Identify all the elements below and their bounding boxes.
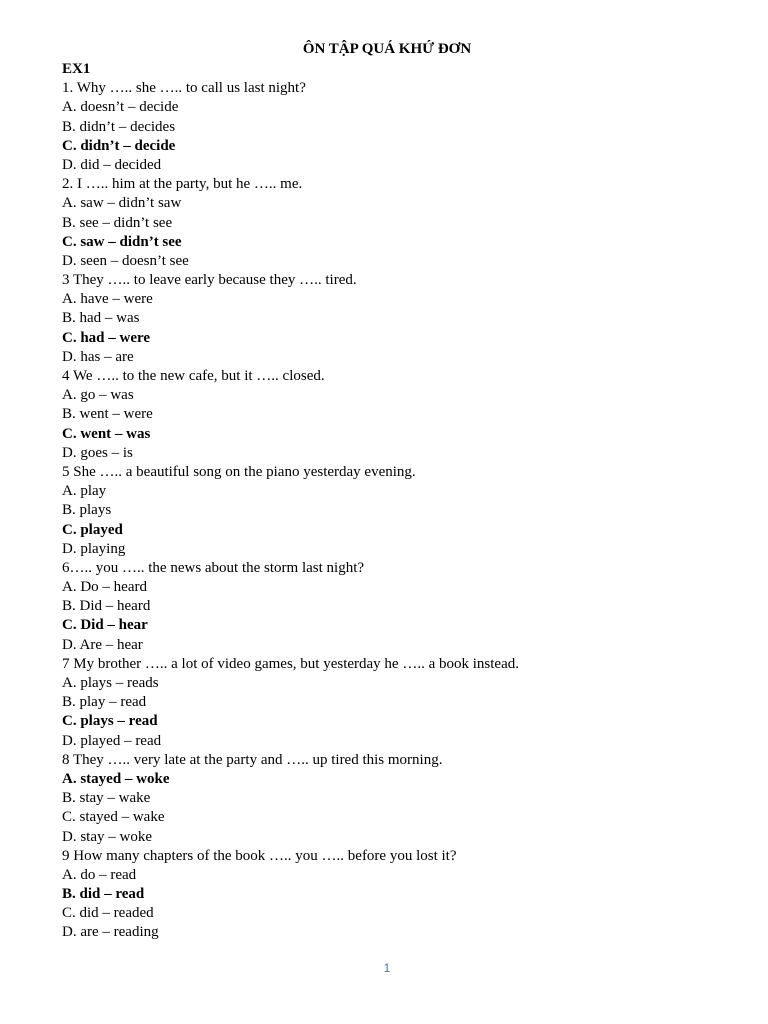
answer-option: B. didn’t – decides (62, 118, 176, 135)
answer-option: A. doesn’t – decide (62, 99, 179, 116)
section-heading: EX1 (62, 61, 91, 77)
question-stem: 6….. you ….. the news about the storm last night? (62, 559, 365, 576)
answer-option: B. Did – heard (62, 598, 151, 615)
question-stem: 8 They ….. very late at the party and ….. up tired this morning. (62, 751, 443, 768)
answer-option: A. do – read (62, 866, 137, 883)
question-stem: 3 They ….. to leave early because they ….. tired. (62, 272, 357, 289)
question-block (62, 271, 742, 367)
document-content (62, 60, 742, 943)
answer-option-correct: C. didn’t – decide (62, 137, 176, 154)
answer-option-correct: C. Did – hear (62, 617, 148, 634)
answer-option-correct: B. did – read (62, 886, 145, 903)
answer-option: D. played – read (62, 732, 162, 749)
page-number: 1 (383, 961, 391, 975)
answer-option: D. has – are (62, 348, 134, 365)
answer-option: D. goes – is (62, 444, 133, 461)
document-title: ÔN TẬP QUÁ KHỨ ĐƠN (302, 41, 472, 57)
question-stem: 1. Why ….. she ….. to call us last night? (62, 80, 306, 97)
question-stem: 7 My brother ….. a lot of video games, but yesterday he ….. a book instead. (62, 655, 519, 672)
question-block (62, 367, 742, 463)
answer-option: C. did – readed (62, 905, 154, 922)
answer-option-correct: C. saw – didn’t see (62, 233, 182, 250)
question-block (62, 655, 742, 751)
answer-option: D. are – reading (62, 924, 159, 941)
answer-option: B. plays (62, 502, 112, 519)
answer-option-correct: C. had – were (62, 329, 151, 346)
answer-option: B. went – were (62, 406, 153, 423)
answer-option: D. stay – woke (62, 828, 152, 845)
question-block (62, 463, 742, 559)
answer-option-correct: C. played (62, 521, 123, 538)
answer-option: B. see – didn’t see (62, 214, 173, 231)
answer-option: B. play – read (62, 694, 147, 711)
answer-option: A. plays – reads (62, 675, 159, 691)
question-stem: 9 How many chapters of the book ….. you ….. before you lost it? (62, 847, 457, 864)
answer-option: B. stay – wake (62, 790, 151, 807)
question-block (62, 559, 742, 655)
answer-option: A. have – were (62, 291, 153, 308)
question-block (62, 175, 742, 271)
answer-option: A. go – was (62, 387, 134, 404)
answer-option: A. saw – didn’t saw (62, 195, 182, 212)
answer-option: A. play (62, 483, 107, 500)
answer-option-correct: C. went – was (62, 425, 151, 442)
answer-option: D. did – decided (62, 156, 162, 173)
answer-option-correct: C. plays – read (62, 713, 158, 730)
question-stem: 2. I ….. him at the party, but he ….. me. (62, 176, 303, 193)
question-stem: 4 We ….. to the new cafe, but it ….. closed. (62, 368, 325, 384)
answer-option: D. playing (62, 540, 126, 557)
question-block (62, 847, 742, 943)
answer-option: C. stayed – wake (62, 809, 165, 826)
question-block (62, 751, 742, 847)
question-block (62, 79, 742, 175)
answer-option: D. Are – hear (62, 636, 143, 653)
answer-option: A. Do – heard (62, 579, 147, 596)
answer-option-correct: A. stayed – woke (62, 770, 170, 787)
question-list (62, 79, 742, 942)
answer-option: D. seen – doesn’t see (62, 252, 189, 269)
answer-option: B. had – was (62, 310, 140, 327)
question-stem: 5 She ….. a beautiful song on the piano yesterday evening. (62, 463, 416, 480)
